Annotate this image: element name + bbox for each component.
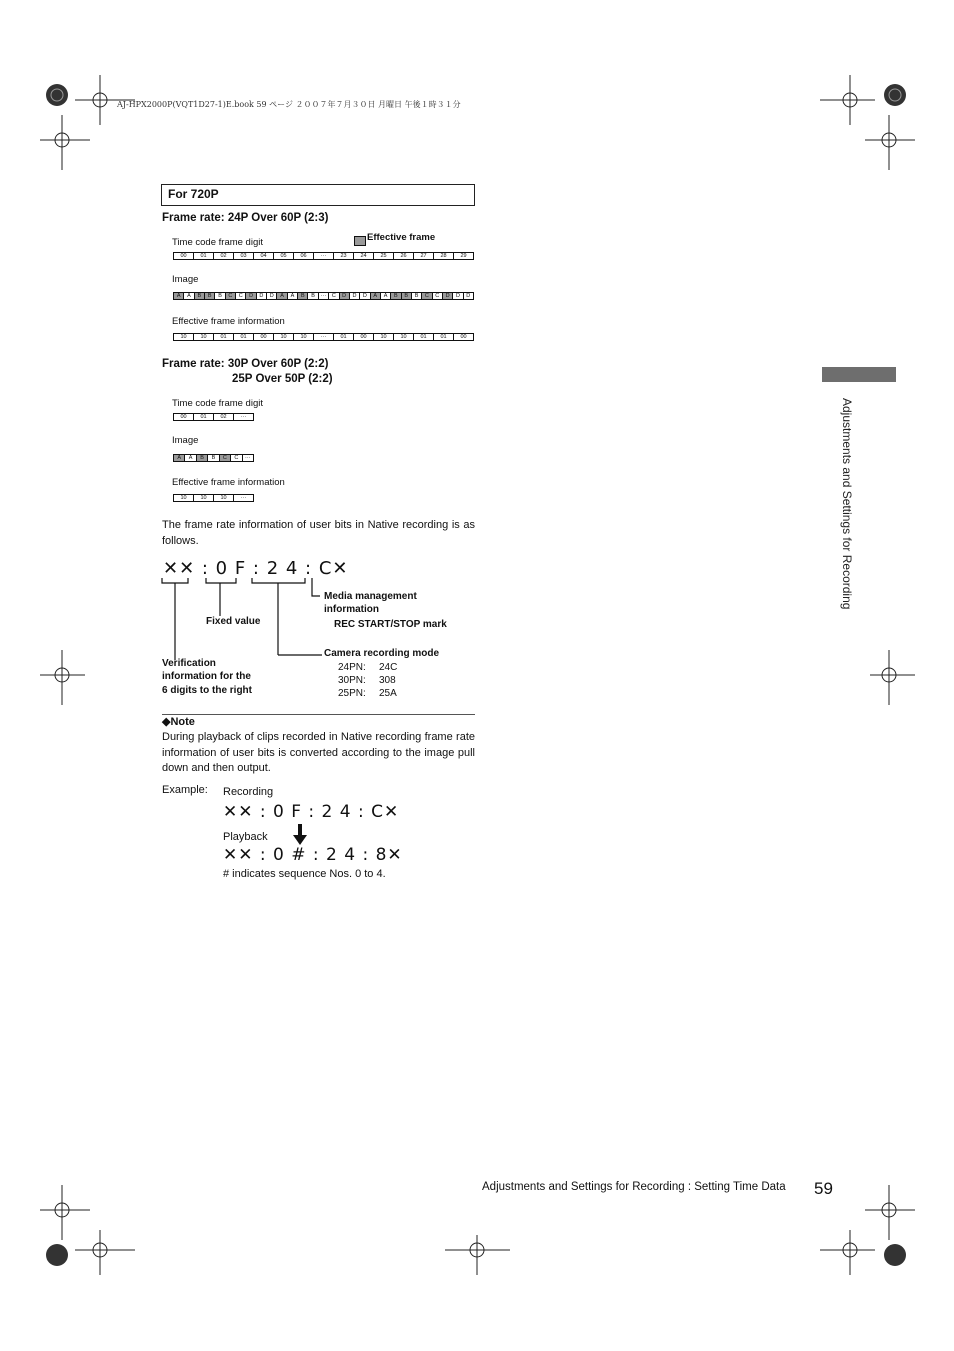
fixed-value-label: Fixed value [206,616,261,627]
strip-cell: 10 [174,334,194,340]
registration-mark-bottom-center [445,1235,510,1275]
strip-cell: B [215,293,225,299]
print-header: AJ-HPX2000P(VQT1D27-1)E.book 59 ページ ２００７年７月３０日 月曜日 午後１時３１分 [117,100,461,109]
note-text: During playback of clips recorded in Native recording frame rate information of user bits is converted according to the image pull down and then output. [162,731,475,774]
recording-code: ✕✕ : 0 F : 2 4 : C✕ [223,802,400,822]
strip-cell: D [443,293,453,299]
strip-cell: 02 [214,253,234,259]
rate1-heading: Frame rate: 24P Over 60P (2:3) [162,212,329,224]
strip-cell: ··· [314,253,334,259]
mode-25pn-value: 25A [379,688,397,699]
verify-line2: information for the [162,671,251,682]
strip-cell: 23 [334,253,354,259]
strip-cell: 01 [434,334,454,340]
strip-cell: ··· [234,495,253,501]
strip-cell: 10 [274,334,294,340]
strip-cell: 10 [174,495,194,501]
strip-cell: 01 [414,334,434,340]
rec-mark-label: REC START/STOP mark [334,619,447,630]
chapter-tab [822,367,896,382]
strip-cell: 10 [394,334,414,340]
strip-cell: A [277,293,287,299]
strip-cell: B [391,293,401,299]
registration-mark-top-right [815,75,915,175]
strip-cell: ··· [314,334,334,340]
rate1-image-strip [173,292,474,300]
strip-cell: C [231,455,242,461]
strip-cell: D [360,293,370,299]
strip-cell: B [402,293,412,299]
strip-cell: C [236,293,246,299]
registration-mark-bottom-left [40,1175,140,1280]
strip-cell: 05 [274,253,294,259]
strip-cell: D [257,293,267,299]
strip-cell: A [371,293,381,299]
strip-cell: C [329,293,339,299]
rate2-info-strip [173,494,254,502]
strip-cell: 28 [434,253,454,259]
effective-frame-swatch [354,236,366,246]
strip-cell: 02 [214,414,234,420]
strip-cell: C [220,455,231,461]
strip-cell: D [340,293,350,299]
strip-cell: C [226,293,236,299]
strip-cell: D [350,293,360,299]
strip-cell: A [288,293,298,299]
effective-frame-legend: Effective frame [367,232,436,243]
strip-cell: C [433,293,443,299]
registration-mark-top-left [40,75,140,175]
playback-label: Playback [223,831,268,843]
media-info-line1: Media management [324,591,417,602]
strip-cell: 01 [194,253,214,259]
rate2-tc-strip [173,413,254,421]
strip-cell: 01 [214,334,234,340]
strip-cell: A [174,293,184,299]
mode-25pn-name: 25PN: [338,688,366,699]
strip-cell: A [174,455,185,461]
rate2-heading-line2: 25P Over 50P (2:2) [232,373,333,385]
verify-line1: Verification [162,658,216,669]
strip-cell: 10 [194,334,214,340]
strip-cell: 00 [454,334,473,340]
strip-cell: 00 [354,334,374,340]
strip-cell: 10 [294,334,314,340]
mode-30pn-name: 30PN: [338,675,366,686]
rate1-info-strip [173,333,474,341]
rate2-info-label: Effective frame information [172,477,285,488]
strip-cell: B [298,293,308,299]
strip-cell: B [308,293,318,299]
strip-cell: 10 [214,495,234,501]
note-title: ◆Note [162,716,195,728]
rate1-tc-label: Time code frame digit [172,237,263,248]
playback-code: ✕✕ : 0 # : 2 4 : 8✕ [223,845,403,865]
strip-cell: 01 [334,334,354,340]
code-display: ✕✕ : 0 F : 2 4 : C✕ [163,558,349,579]
page-number: 59 [814,1179,833,1198]
strip-cell: 27 [414,253,434,259]
strip-cell: A [381,293,391,299]
strip-cell: D [246,293,256,299]
strip-cell: B [205,293,215,299]
registration-mark-mid-left [40,650,90,705]
recording-label: Recording [223,786,274,798]
registration-mark-mid-right [865,650,915,705]
strip-cell: C [422,293,432,299]
strip-cell: 03 [234,253,254,259]
strip-cell: 01 [234,334,254,340]
rate2-heading-line1: Frame rate: 30P Over 60P (2:2) [162,358,329,370]
example-footnote: # indicates sequence Nos. 0 to 4. [223,868,386,880]
strip-cell: A [185,455,196,461]
verify-line3: 6 digits to the right [162,685,252,696]
strip-cell: A [184,293,194,299]
rate2-image-label: Image [172,435,199,446]
strip-cell: 10 [374,334,394,340]
strip-cell: 04 [254,253,274,259]
camera-mode-label: Camera recording mode [324,648,440,659]
example-label: Example: [162,784,208,796]
mode-30pn-value: 308 [379,675,396,686]
footer-text: Adjustments and Settings for Recording : Setting Time Data [482,1181,786,1193]
rate1-info-label: Effective frame information [172,316,285,327]
strip-cell: 24 [354,253,374,259]
chapter-side-text: Adjustments and Settings for Recording [840,398,854,610]
strip-cell: 01 [194,414,214,420]
strip-cell: B [197,455,208,461]
note-divider [162,714,475,715]
strip-cell: B [208,455,219,461]
strip-cell: 00 [254,334,274,340]
strip-cell: 26 [394,253,414,259]
rate1-image-label: Image [172,274,199,285]
strip-cell: 06 [294,253,314,259]
rate2-tc-label: Time code frame digit [172,398,263,409]
media-info-line2: information [324,604,379,615]
down-arrow-icon [292,824,308,846]
rate2-image-strip [173,454,254,462]
strip-cell: 10 [194,495,214,501]
section-title: For 720P [168,187,219,201]
strip-cell: 25 [374,253,394,259]
strip-cell: B [195,293,205,299]
strip-cell: 29 [454,253,473,259]
strip-cell: D [453,293,463,299]
mode-24pn-value: 24C [379,662,398,673]
intro-text: The frame rate information of user bits in Native recording is as follows. [162,519,475,547]
strip-cell: D [464,293,473,299]
strip-cell: B [412,293,422,299]
strip-cell: ··· [243,455,253,461]
section-title-box [161,184,475,206]
strip-cell: 00 [174,253,194,259]
mode-24pn-name: 24PN: [338,662,366,673]
strip-cell: ··· [234,414,253,420]
strip-cell: ··· [319,293,329,299]
rate1-tc-strip [173,252,474,260]
strip-cell: 00 [174,414,194,420]
strip-cell: D [267,293,277,299]
